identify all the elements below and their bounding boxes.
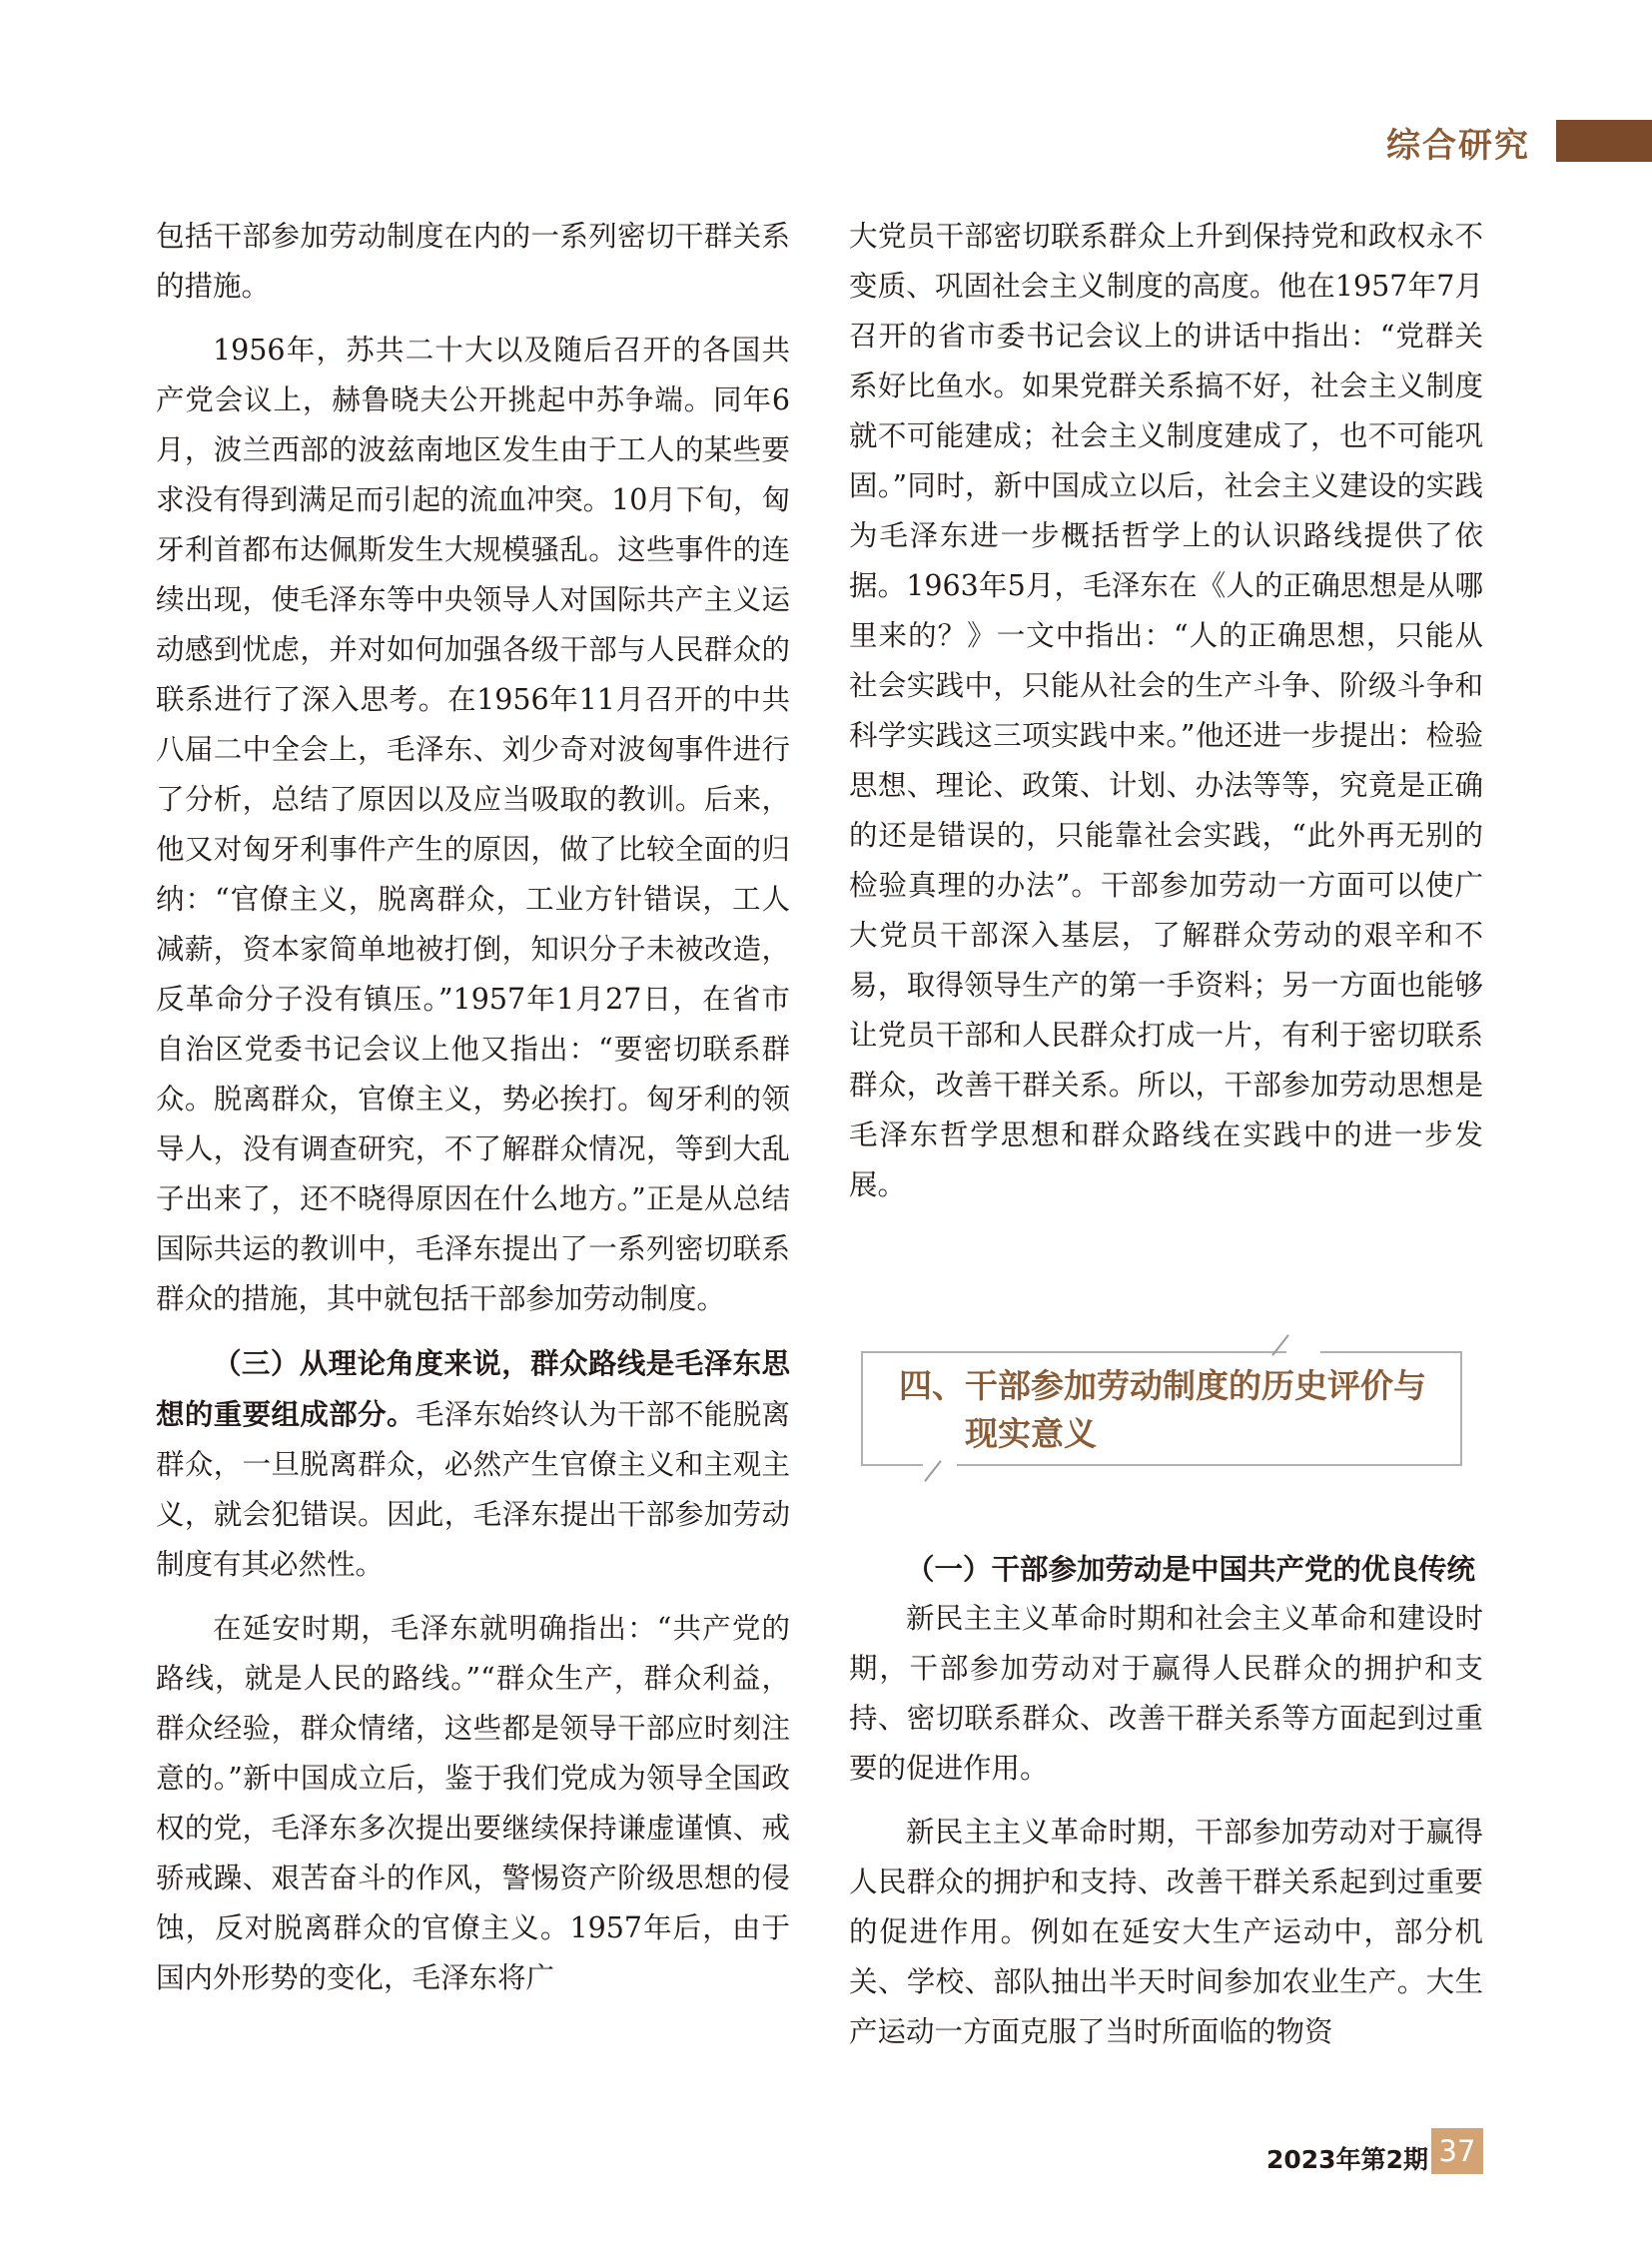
left-column <box>156 212 790 2003</box>
right-paragraph-2: 新民主主义革命时期和社会主义革命和建设时期，干部参加劳动对于赢得人民群众的拥护和支持、密切联系群众、改善干群关系等方面起到过重要的促进作用。 <box>849 1602 1483 1785</box>
section-heading-line-1: 四、干部参加劳动制度的历史评价与 <box>899 1366 1426 1405</box>
section-tag-bar <box>1556 120 1652 162</box>
section-heading <box>899 1362 1458 1458</box>
right-column <box>849 212 1483 1210</box>
left-paragraph-4: 在延安时期，毛泽东就明确指出：“共产党的路线，就是人民的路线。”“群众生产，群众利益，群众经验，群众情绪，这些都是领导干部应时刻注意的。”新中国成立后，鉴于我们党成为领导全国政权的党，毛泽东多次提出要继续保持谦虚谨慎、戒骄戒躁、艰苦奋斗的作风，警惕资产阶级思想的侵蚀，反对脱离群众的官僚主义。1957年后，由于国内外形势的变化，毛泽东将广 <box>156 1612 790 1994</box>
section-heading-line-2: 现实意义 <box>965 1414 1097 1453</box>
paragraph-bold-lead: （三）从理论角度来说，群众路线是毛泽东思想的重要组成部分。 <box>156 1346 790 1431</box>
right-paragraph-3: 新民主主义革命时期，干部参加劳动对于赢得人民群众的拥护和支持、改善干群关系起到过重要的促进作用。例如在延安大生产运动中，部分机关、学校、部队抽出半天时间参加农业生产。大生产运动一方面克服了当时所面临的物资 <box>849 1816 1483 2048</box>
issue-label: 2023年第2期 <box>1266 2145 1428 2174</box>
left-paragraph-3 <box>156 1338 790 1590</box>
right-paragraph-1: 大党员干部密切联系群众上升到保持党和政权永不变质、巩固社会主义制度的高度。他在1957年7月召开的省市委书记会议上的讲话中指出：“党群关系好比鱼水。如果党群关系搞不好，社会主义制度就不可能建成；社会主义制度建成了，也不可能巩固。”同时，新中国成立以后，社会主义建设的实践为毛泽东进一步概括哲学上的认识路线提供了依据。1963年5月，毛泽东在《人的正确思想是从哪里来的？》一文中指出：“人的正确思想，只能从社会实践中，只能从社会的生产斗争、阶级斗争和科学实践这三项实践中来。”他还进一步提出：检验思想、理论、政策、计划、办法等等，究竟是正确的还是错误的，只能靠社会实践，“此外再无别的检验真理的办法”。干部参加劳动一方面可以使广大党员干部深入基层，了解群众劳动的艰辛和不易，取得领导生产的第一手资料；另一方面也能够让党员干部和人民群众打成一片，有利于密切联系群众，改善干群关系。所以，干部参加劳动思想是毛泽东哲学思想和群众路线在实践中的进一步发展。 <box>849 220 1483 1201</box>
paragraph-body: 毛泽东始终认为干部不能脱离群众，一旦脱离群众，必然产生官僚主义和主观主义，就会犯错误。因此，毛泽东提出干部参加劳动制度有其必然性。 <box>156 1398 790 1581</box>
page-number: 37 <box>1431 2128 1483 2174</box>
left-paragraph-2: 1956年，苏共二十大以及随后召开的各国共产党会议上，赫鲁晓夫公开挑起中苏争端。同年6月，波兰西部的波兹南地区发生由于工人的某些要求没有得到满足而引起的流血冲突。10月下旬，匈牙利首都布达佩斯发生大规模骚乱。这些事件的连续出现，使毛泽东等中央领导人对国际共产主义运动感到忧虑，并对如何加强各级干部与人民群众的联系进行了深入思考。在1956年11月召开的中共八届二中全会上，毛泽东、刘少奇对波匈事件进行了分析，总结了原因以及应当吸取的教训。后来，他又对匈牙利事件产生的原因，做了比较全面的归纳：“官僚主义，脱离群众，工业方针错误，工人减薪，资本家简单地被打倒，知识分子未被改造，反革命分子没有镇压。”1957年1月27日，在省市自治区党委书记会议上他又指出：“要密切联系群众。脱离群众，官僚主义，势必挨打。匈牙利的领导人，没有调查研究，不了解群众情况，等到大乱子出来了，还不晓得原因在什么地方。”正是从总结国际共运的教训中，毛泽东提出了一系列密切联系群众的措施，其中就包括干部参加劳动制度。 <box>156 334 790 1315</box>
right-column-lower <box>849 1544 1483 2057</box>
left-paragraph-1: 包括干部参加劳动制度在内的一系列密切干群关系的措施。 <box>156 220 790 303</box>
subheading: （一）干部参加劳动是中国共产党的优良传统 <box>906 1552 1476 1586</box>
section-tag: 综合研究 <box>1386 126 1530 166</box>
